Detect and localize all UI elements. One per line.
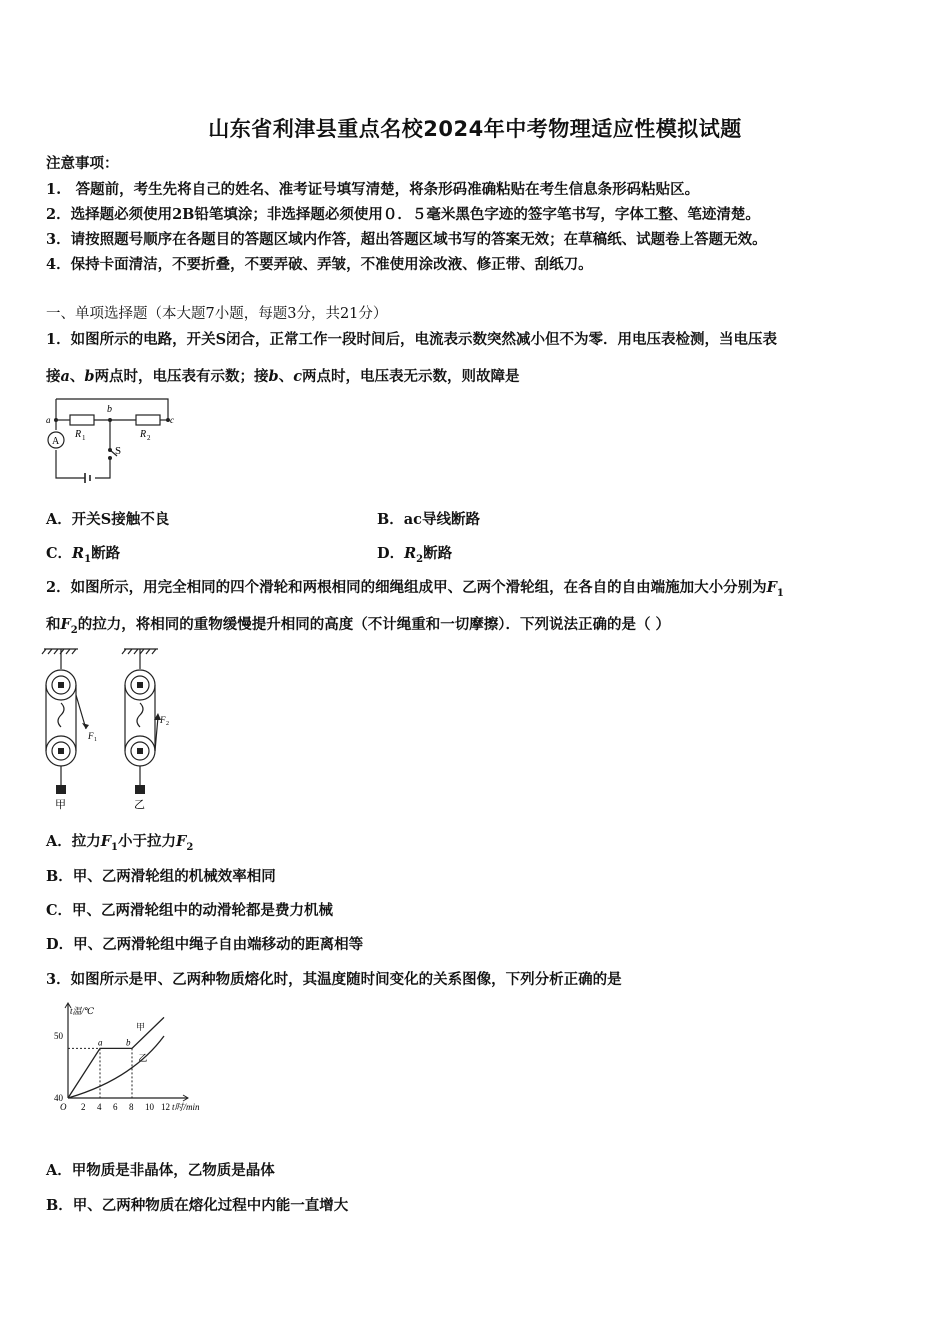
point-a-label: a [98, 1037, 103, 1048]
point-c-label: c [170, 415, 174, 425]
pulley-diagram [40, 645, 180, 813]
q1-option-b: B．ac导线断路 [377, 511, 480, 528]
point-b-label: b [126, 1037, 131, 1048]
q1-line1: 1．如图所示的电路，开关S闭合，正常工作一段时间后，电流表示数突然减小但不为零．用电压表检测，当电压表 [46, 331, 778, 348]
y-tick-label: 50 [54, 1031, 63, 1041]
notice-item-3: 3．请按照题号顺序在各题目的答题区域内作答，超出答题区域书写的答案无效；在草稿纸、试题卷上答题无效。 [46, 231, 767, 248]
x-tick-label: 2 [81, 1102, 86, 1112]
q2-option-d: D．甲、乙两滑轮组中绳子自由端移动的距离相等 [46, 936, 364, 953]
q2-option-c: C．甲、乙两滑轮组中的动滑轮都是费力机械 [46, 902, 334, 919]
r2-sub: 2 [147, 434, 151, 442]
notice-heading: 注意事项： [46, 155, 119, 172]
notice-item-1: 1. 答题前，考生先将自己的姓名、准考证号填写清楚，将条形码准确粘贴在考生信息条形码粘贴区。 [46, 181, 700, 198]
q2-option-a: A．拉力$F_1$小于拉力$F_2$ [46, 833, 194, 853]
page-title: 山东省利津县重点名校2024年中考物理适应性模拟试题 [208, 117, 742, 141]
pulley-yi-label: 乙 [134, 799, 145, 811]
origin-label: O [60, 1102, 67, 1112]
q3-line1: 3．如图所示是甲、乙两种物质熔化时，其温度随时间变化的关系图像，下列分析正确的是 [46, 971, 622, 988]
x-tick-label: 8 [129, 1102, 134, 1112]
x-tick-label: 10 [145, 1102, 154, 1112]
f2-sub: 2 [166, 721, 169, 727]
pulley-jia-label: 甲 [55, 799, 66, 811]
ammeter-label: A [52, 436, 60, 447]
q3-option-b: B．甲、乙两种物质在熔化过程中内能一直增大 [46, 1197, 349, 1214]
series-jia-label: 甲 [136, 1021, 146, 1032]
f1-label: F [88, 731, 94, 741]
x-axis-label: t时/min [172, 1102, 200, 1112]
x-tick-label: 12 [161, 1102, 170, 1112]
series-jia-line [68, 1017, 164, 1098]
q2-line1: 2．如图所示，用完全相同的四个滑轮和两根相同的细绳组成甲、乙两个滑轮组，在各自的自由端施加大小分别为$F_1$ [46, 579, 784, 599]
notice-item-2: 2．选择题必须使用2B铅笔填涂；非选择题必须使用０．５毫米黑色字迹的签字笔书写，字体工整、笔迹清楚。 [46, 206, 760, 223]
section-heading: 一、单项选择题（本大题7小题，每题3分，共21分） [46, 306, 388, 322]
point-a-label: a [46, 415, 51, 425]
q2-line2: 和$F_2$的拉力，将相同的重物缓慢提升相同的高度（不计绳重和一切摩擦）．下列说法正确的是（ ） [46, 616, 671, 636]
notice-item-4: 4．保持卡面清洁，不要折叠，不要弄破、弄皱，不准使用涂改液、修正带、刮纸刀。 [46, 256, 593, 273]
switch-label: S [115, 445, 122, 457]
q1-line2: 接a、b两点时，电压表有示数；接b、c两点时，电压表无示数，则故障是 [46, 368, 520, 385]
f2-label: F [160, 715, 166, 725]
q1-option-a: A．开关S接触不良 [46, 511, 170, 528]
y-tick-label: 40 [54, 1093, 63, 1103]
x-tick-label: 6 [113, 1102, 118, 1112]
melting-chart [46, 1000, 216, 1120]
f1-sub: 1 [94, 737, 97, 743]
point-b-label: b [107, 404, 112, 415]
r1-label: R [75, 429, 82, 440]
q3-option-a: A．甲物质是非晶体，乙物质是晶体 [46, 1162, 275, 1179]
q1-option-d: D．$R_2$断路 [377, 545, 453, 565]
r2-label: R [140, 429, 147, 440]
q2-option-b: B．甲、乙两滑轮组的机械效率相同 [46, 868, 276, 885]
series-yi-line [68, 1036, 164, 1098]
circuit-diagram [40, 392, 185, 484]
q1-option-c: C．$R_1$断路 [46, 545, 121, 565]
series-yi-label: 乙 [138, 1052, 148, 1063]
x-tick-label: 4 [97, 1102, 102, 1112]
r1-sub: 1 [82, 434, 86, 442]
y-axis-label: t温/℃ [70, 1006, 95, 1016]
